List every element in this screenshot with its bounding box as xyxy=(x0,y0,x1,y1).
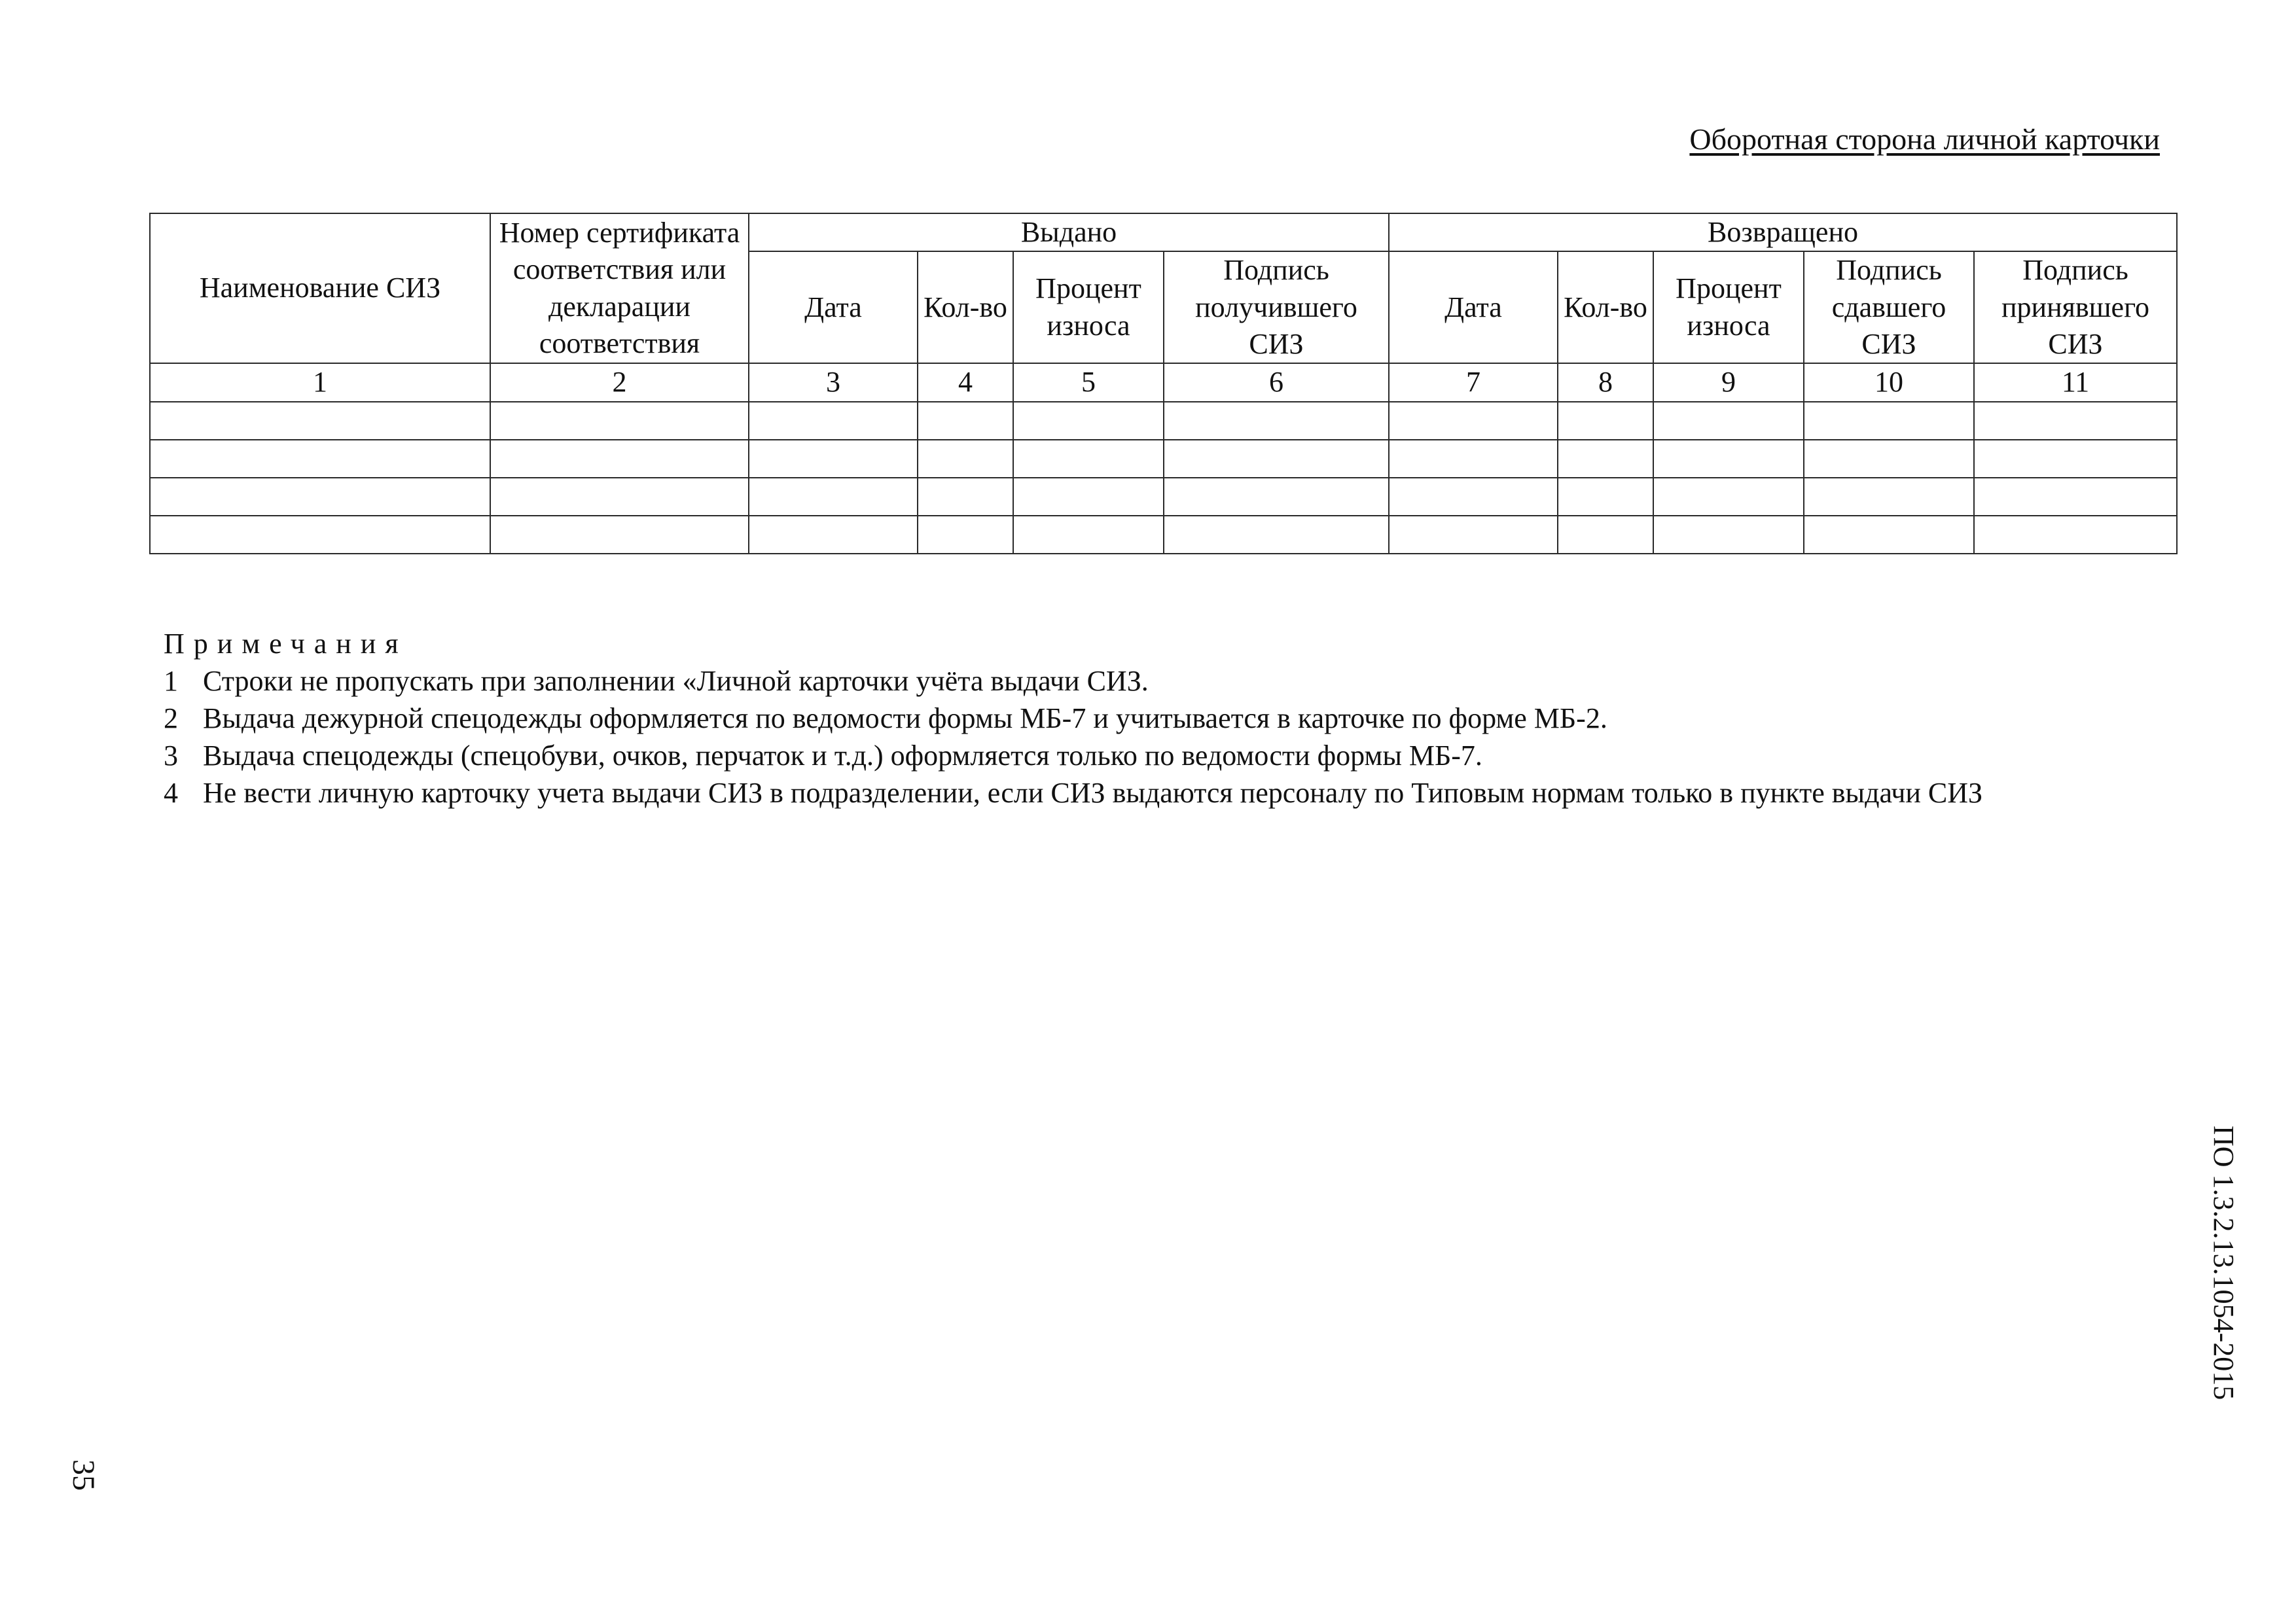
note-number: 4 xyxy=(164,777,178,809)
table-cell xyxy=(749,516,918,554)
table-cell xyxy=(918,478,1013,516)
table-cell xyxy=(490,440,749,478)
note-item xyxy=(164,774,2127,812)
note-number: 1 xyxy=(164,665,178,697)
table-cell xyxy=(150,402,490,440)
document-code: ПО 1.3.2.13.1054-2015 xyxy=(2208,1126,2240,1400)
table-cell xyxy=(1653,440,1804,478)
table-cell xyxy=(1013,440,1164,478)
column-number: 9 xyxy=(1653,363,1804,401)
table-cell xyxy=(1389,478,1558,516)
table-cell xyxy=(1013,402,1164,440)
group-header-returned: Возвращено xyxy=(1389,213,2177,251)
table-row xyxy=(150,478,2177,516)
note-item xyxy=(164,662,2127,700)
table-cell xyxy=(1164,478,1389,516)
column-number: 10 xyxy=(1804,363,1974,401)
column-number: 8 xyxy=(1558,363,1653,401)
table-cell xyxy=(918,440,1013,478)
table-cell xyxy=(1558,402,1653,440)
note-text: Не вести личную карточку учета выдачи СИЗ в подразделении, если СИЗ выдаются персоналу по Типовым нормам только в пункте выдачи СИЗ xyxy=(203,777,1983,809)
note-number: 3 xyxy=(164,740,178,772)
table-cell xyxy=(1558,440,1653,478)
table-cell xyxy=(490,478,749,516)
column-header-returned-date: Дата xyxy=(1389,251,1558,363)
notes-section xyxy=(164,625,2127,812)
page-number: 35 xyxy=(66,1459,101,1491)
table-cell xyxy=(1389,516,1558,554)
table-cell xyxy=(1974,516,2177,554)
table-cell xyxy=(1974,478,2177,516)
table-cell xyxy=(1013,516,1164,554)
note-item xyxy=(164,700,2127,737)
column-header-returned-signature-receiver: Подпись принявшего СИЗ xyxy=(1974,251,2177,363)
table-cell xyxy=(1013,478,1164,516)
column-number: 1 xyxy=(150,363,490,401)
note-text: Выдача дежурной спецодежды оформляется по ведомости формы МБ-7 и учитывается в карточке по форме МБ-2. xyxy=(203,702,1607,734)
table-cell xyxy=(749,478,918,516)
table-cell xyxy=(1164,402,1389,440)
column-number: 5 xyxy=(1013,363,1164,401)
table-cell xyxy=(1653,516,1804,554)
column-header-returned-wear: Процент износа xyxy=(1653,251,1804,363)
table-cell xyxy=(150,440,490,478)
table-cell xyxy=(1558,478,1653,516)
note-item xyxy=(164,737,2127,774)
column-header-issued-wear: Процент износа xyxy=(1013,251,1164,363)
column-number-row xyxy=(150,363,2177,401)
column-header-issued-qty: Кол-во xyxy=(918,251,1013,363)
table-cell xyxy=(1804,478,1974,516)
table-cell xyxy=(1974,440,2177,478)
table-row xyxy=(150,440,2177,478)
table-cell xyxy=(1804,516,1974,554)
table-cell xyxy=(1974,402,2177,440)
table-cell xyxy=(1653,402,1804,440)
column-number: 4 xyxy=(918,363,1013,401)
table-cell xyxy=(918,402,1013,440)
column-header-issued-date: Дата xyxy=(749,251,918,363)
table-cell xyxy=(1804,440,1974,478)
column-number: 6 xyxy=(1164,363,1389,401)
table-cell xyxy=(150,516,490,554)
table-cell xyxy=(1653,478,1804,516)
column-number: 11 xyxy=(1974,363,2177,401)
table-cell xyxy=(1389,402,1558,440)
column-header-name: Наименование СИЗ xyxy=(150,213,490,363)
table-row xyxy=(150,516,2177,554)
header-row-groups xyxy=(150,213,2177,251)
column-number: 2 xyxy=(490,363,749,401)
table-cell xyxy=(150,478,490,516)
note-number: 2 xyxy=(164,702,178,734)
table-cell xyxy=(1389,440,1558,478)
issuance-return-table xyxy=(149,213,2178,554)
table-cell xyxy=(749,402,918,440)
table-cell xyxy=(918,516,1013,554)
column-header-returned-qty: Кол-во xyxy=(1558,251,1653,363)
table-cell xyxy=(490,402,749,440)
page-caption: Оборотная сторона личной карточки xyxy=(1689,122,2160,156)
note-text: Строки не пропускать при заполнении «Личной карточки учёта выдачи СИЗ. xyxy=(203,665,1149,697)
notes-title: Примечания xyxy=(164,628,408,660)
column-header-issued-signature: Подпись получившего СИЗ xyxy=(1164,251,1389,363)
column-number: 3 xyxy=(749,363,918,401)
table-cell xyxy=(1558,516,1653,554)
column-header-certificate: Номер сертификата соответствия или декларации соответствия xyxy=(490,213,749,363)
table-row xyxy=(150,402,2177,440)
table-cell xyxy=(490,516,749,554)
column-header-returned-signature-giver: Подпись сдавшего СИЗ xyxy=(1804,251,1974,363)
table-cell xyxy=(1164,516,1389,554)
note-text: Выдача спецодежды (спецобуви, очков, перчаток и т.д.) оформляется только по ведомости формы МБ-7. xyxy=(203,740,1482,772)
table-cell xyxy=(749,440,918,478)
table-cell xyxy=(1164,440,1389,478)
column-number: 7 xyxy=(1389,363,1558,401)
table-cell xyxy=(1804,402,1974,440)
group-header-issued: Выдано xyxy=(749,213,1389,251)
